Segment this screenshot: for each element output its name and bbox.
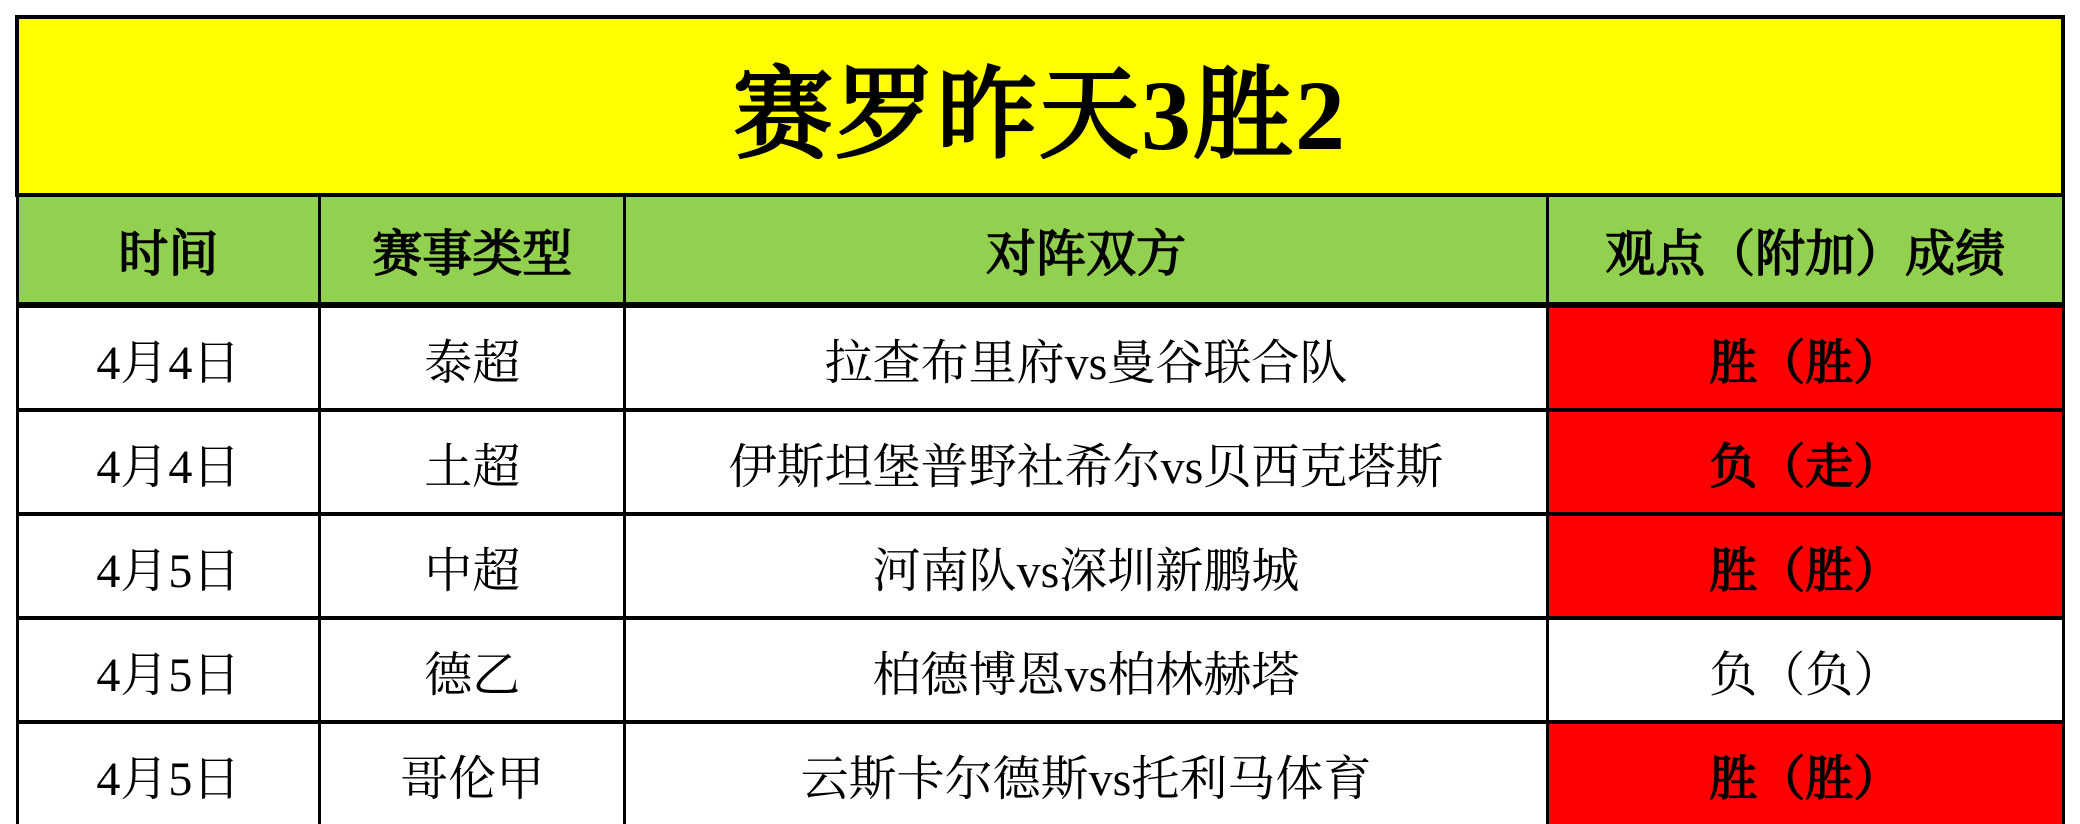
table-row (17, 514, 2063, 618)
date-cell: 4月5日 (17, 618, 320, 722)
date-cell: 4月4日 (17, 305, 320, 410)
results-table (15, 15, 2065, 824)
table-row (17, 618, 2063, 722)
date-cell: 4月4日 (17, 410, 320, 514)
league-cell: 德乙 (320, 618, 625, 722)
date-cell: 4月5日 (17, 514, 320, 618)
table-row (17, 722, 2063, 824)
header-time: 时间 (17, 195, 320, 305)
title-banner: 赛罗昨天3胜2 (17, 17, 2063, 195)
match-cell: 柏德博恩vs柏林赫塔 (625, 618, 1548, 722)
header-result: 观点（附加）成绩 (1547, 195, 2063, 305)
match-cell: 伊斯坦堡普野社希尔vs贝西克塔斯 (625, 410, 1548, 514)
result-cell: 胜（胜） (1547, 514, 2063, 618)
league-cell: 哥伦甲 (320, 722, 625, 824)
table-row (17, 305, 2063, 410)
league-cell: 土超 (320, 410, 625, 514)
result-cell: 负（负） (1547, 618, 2063, 722)
match-cell: 拉查布里府vs曼谷联合队 (625, 305, 1548, 410)
date-cell: 4月5日 (17, 722, 320, 824)
league-cell: 中超 (320, 514, 625, 618)
result-cell: 负（走） (1547, 410, 2063, 514)
header-league: 赛事类型 (320, 195, 625, 305)
result-cell: 胜（胜） (1547, 305, 2063, 410)
header-match: 对阵双方 (625, 195, 1548, 305)
match-cell: 云斯卡尔德斯vs托利马体育 (625, 722, 1548, 824)
title-row (17, 17, 2063, 195)
result-cell: 胜（胜） (1547, 722, 2063, 824)
league-cell: 泰超 (320, 305, 625, 410)
table-row (17, 410, 2063, 514)
header-row (17, 195, 2063, 305)
match-cell: 河南队vs深圳新鹏城 (625, 514, 1548, 618)
